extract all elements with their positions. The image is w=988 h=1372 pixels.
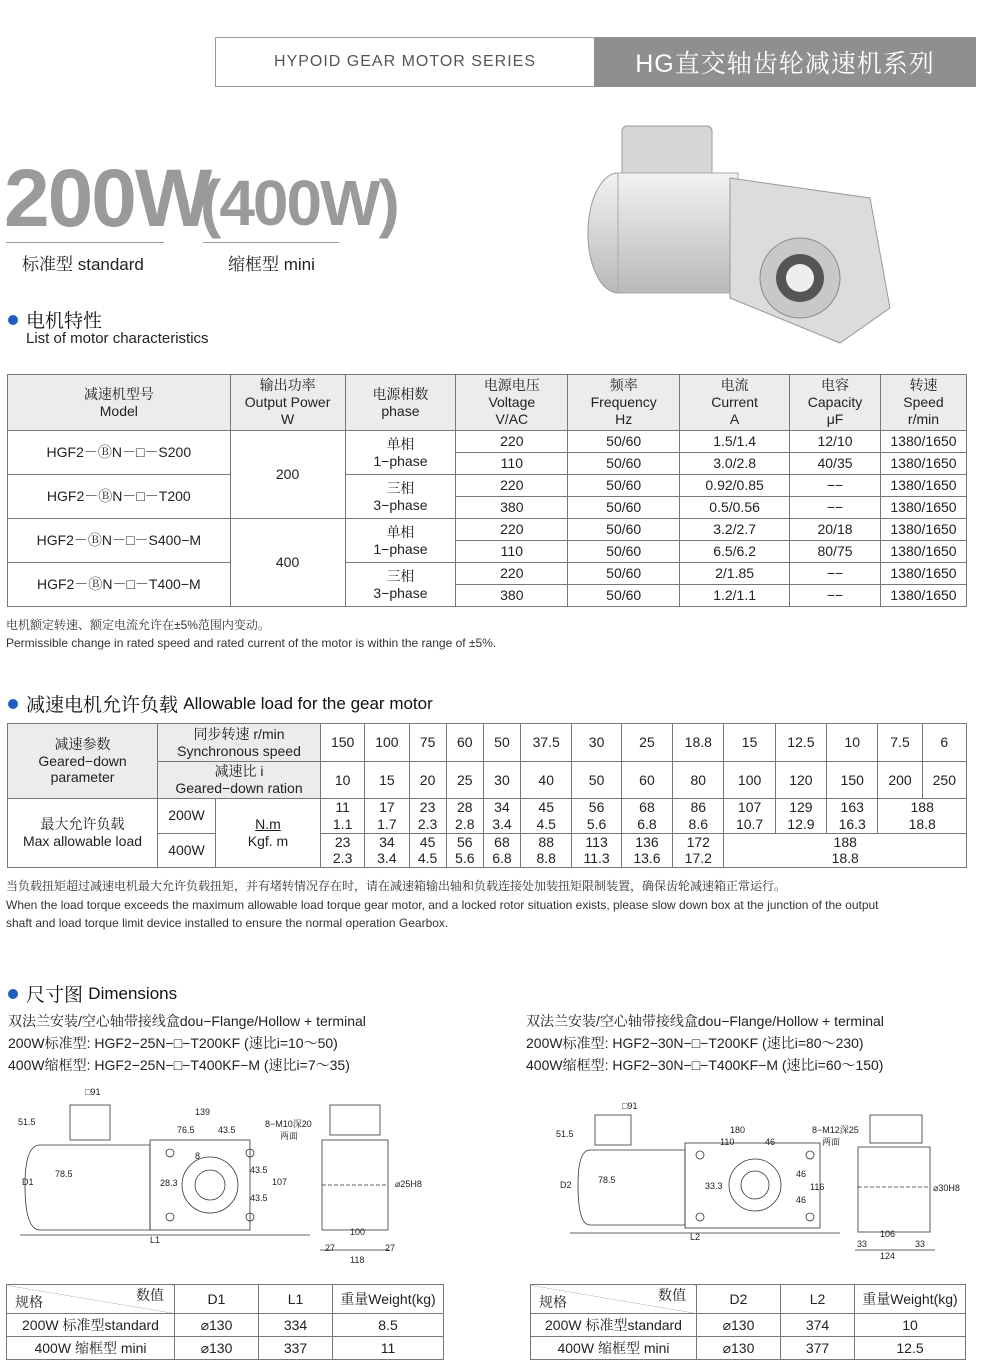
motor-table: 减速机型号 Model 输出功率 Output Power W 电源相数 phase 电源电压 Voltage V/AC 频率 Frequency Hz 电流 Current A 电容 Capacity μF 转速 Speed r/min HGF2－ⒷN－□－S200 200 单相 1−phase 220 50/60 1.5/1.4 12/10 1380/1650 110 50/60 3.0/2.8 40/35 1380/1650 HGF2－ⒷN－□－T200 三相 3−phase 220 50/60 0.92/0.85 −− 1380/1650 380 50/60 0.5/0.56 −− 1380/1650 HGF2－ⒷN－□－S400−M 400 单相 1−phase 220 50/60 3.2/2.7 20/18 1380/1650 110 50/60 6.5/6.2 80/75 1380/1650 HGF2－ⒷN－□－T400−M 三相 3−phase 220 50/60 2/1.85 −− 1380/1650 380 50/60 1.2/1.1 −− 1380/1650 xyxy=(7,374,967,607)
load-table: 减速参数 Geared−down parameter 同步转速 r/min Synchronous speed 150 100 75 60 50 37.5 30 25 18.8 15 12.5 10 7.5 6 减速比 i Geared−down ration 10 15 20 25 30 40 50 60 80 100 120 150 200 250 最大允许负载 Max allowable load 200W N.m Kgf. m 11 1.1 17 1.7 23 2.3 28 2.8 34 3.4 45 4.5 56 5.6 68 6.8 86 8.6 107 10.7 129 12.9 163 16.3 188 18.8 400W 23 2.3 34 3.4 45 4.5 56 5.6 68 6.8 88 8.8 113 11.3 136 13.6 172 17.2 188 18.8 xyxy=(7,723,967,868)
svg-text:27: 27 xyxy=(385,1243,396,1253)
load-note-en1: When the load torque exceeds the maximum allowable load torque gear motor, and a locked rotor situation exists, please slow down box at the junction of the output xyxy=(6,898,879,912)
dims-right-desc: 双法兰安装/空心轴带接线盒dou−Flange/Hollow + terminal 200W标准型: HGF2−30N−□−T200KF (速比i=80～230) 400W缩框型: HGF2−30N−□−T400KF−M (速比i=60～150) xyxy=(526,1013,884,1073)
svg-text:76.5: 76.5 xyxy=(177,1125,195,1135)
dimension-drawing-right xyxy=(550,1095,970,1275)
power-mini: (400W) xyxy=(200,167,398,239)
svg-text:46: 46 xyxy=(796,1169,807,1179)
table-row: 380 50/60 0.5/0.56 −− 1380/1650 xyxy=(8,497,967,519)
svg-text:8: 8 xyxy=(195,1151,201,1161)
table-row: HGF2－ⒷN－□－S200 200 单相 1−phase 220 50/60 1.5/1.4 12/10 1380/1650 xyxy=(8,431,967,453)
svg-text:□91: □91 xyxy=(85,1087,101,1097)
power-standard-label: 标准型 standard xyxy=(22,255,144,274)
svg-text:⌀30H8: ⌀30H8 xyxy=(933,1183,960,1193)
bullet-icon xyxy=(8,699,18,709)
svg-text:51.5: 51.5 xyxy=(556,1129,574,1139)
svg-text:28.3: 28.3 xyxy=(160,1178,178,1188)
svg-text:8−M10深20: 8−M10深20 xyxy=(265,1119,312,1129)
spec-table-left: 规格 数值 D1 L1 重量Weight(kg) 200W 标准型standard ⌀130 334 8.5 400W 缩框型 mini ⌀130 337 11 xyxy=(6,1284,444,1360)
svg-text:33: 33 xyxy=(857,1239,868,1249)
load-note-cn: 当负载扭矩超过减速电机最大允许负载扭矩，并有堵转情况存在时，请在减速箱输出轴和负载连接处加装扭矩限制装置，确保齿轮减速箱正常运行。 xyxy=(6,879,787,893)
motor-section-title: 电机特性 xyxy=(8,306,102,333)
svg-text:110: 110 xyxy=(720,1137,735,1147)
svg-text:D1: D1 xyxy=(22,1177,34,1187)
motor-section-subtitle: List of motor characteristics xyxy=(26,330,209,347)
svg-text:43.5: 43.5 xyxy=(218,1125,236,1135)
motor-note-en: Permissible change in rated speed and rated current of the motor is within the range of ±5%. xyxy=(6,636,497,650)
table-row: HGF2－ⒷN－□－T200 三相 3−phase 220 50/60 0.92/0.85 −− 1380/1650 xyxy=(8,475,967,497)
power-mini-label: 缩框型 mini xyxy=(228,255,315,274)
svg-text:两面: 两面 xyxy=(822,1137,841,1147)
svg-text:46: 46 xyxy=(796,1195,807,1205)
table-row: 110 50/60 6.5/6.2 80/75 1380/1650 xyxy=(8,541,967,563)
load-note-en2: shaft and load torque limit device installed to ensure the normal operation Gearbox. xyxy=(6,916,449,930)
svg-text:78.5: 78.5 xyxy=(598,1175,616,1185)
svg-text:51.5: 51.5 xyxy=(18,1117,36,1127)
svg-text:139: 139 xyxy=(195,1107,211,1117)
svg-text:118: 118 xyxy=(350,1255,365,1265)
dimension-drawing-left xyxy=(10,1085,440,1270)
dims-section-title: 尺寸图 Dimensions xyxy=(8,980,177,1007)
gear-motor-image xyxy=(580,118,910,348)
table-row: 380 50/60 1.2/1.1 −− 1380/1650 xyxy=(8,585,967,607)
load-section-title: 减速电机允许负载 Allowable load for the gear motor xyxy=(8,690,433,717)
svg-text:116: 116 xyxy=(810,1182,825,1192)
svg-text:124: 124 xyxy=(880,1251,896,1261)
table-row: HGF2－ⒷN－□－S400−M 400 单相 1−phase 220 50/60 3.2/2.7 20/18 1380/1650 xyxy=(8,519,967,541)
svg-text:27: 27 xyxy=(325,1243,336,1253)
svg-text:□91: □91 xyxy=(622,1101,638,1111)
svg-text:两面: 两面 xyxy=(280,1131,299,1141)
spec-table-right: 规格 数值 D2 L2 重量Weight(kg) 200W 标准型standard ⌀130 374 10 400W 缩框型 mini ⌀130 377 12.5 xyxy=(530,1284,966,1360)
svg-text:33.3: 33.3 xyxy=(705,1181,723,1191)
bullet-icon xyxy=(8,315,18,325)
series-title-cn: HG直交轴齿轮减速机系列 xyxy=(594,37,976,87)
svg-text:L1: L1 xyxy=(150,1235,161,1245)
svg-text:D2: D2 xyxy=(560,1180,572,1190)
svg-text:⌀25H8: ⌀25H8 xyxy=(395,1179,422,1189)
table-row: HGF2－ⒷN－□－T400−M 三相 3−phase 220 50/60 2/1.85 −− 1380/1650 xyxy=(8,563,967,585)
svg-text:180: 180 xyxy=(730,1125,746,1135)
svg-text:8−M12深25: 8−M12深25 xyxy=(812,1125,859,1135)
motor-note-cn: 电机额定转速、额定电流允许在±5%范围内变动。 xyxy=(6,618,270,632)
table-row: 400W 缩框型 mini ⌀130 337 11 xyxy=(7,1337,444,1360)
bullet-icon xyxy=(8,989,18,999)
power-standard: 200W xyxy=(4,153,211,244)
svg-text:107: 107 xyxy=(272,1177,288,1187)
svg-text:106: 106 xyxy=(880,1229,896,1239)
dims-left-desc: 双法兰安装/空心轴带接线盒dou−Flange/Hollow + terminal 200W标准型: HGF2−25N−□−T200KF (速比i=10～50) 400W缩框型: HGF2−25N−□−T400KF−M (速比i=7～35) xyxy=(8,1013,366,1073)
svg-text:43.5: 43.5 xyxy=(250,1165,268,1175)
table-row: 200W 标准型standard ⌀130 334 8.5 xyxy=(7,1314,444,1337)
series-title-en: HYPOID GEAR MOTOR SERIES xyxy=(215,37,595,87)
svg-text:78.5: 78.5 xyxy=(55,1169,73,1179)
table-row: 200W 标准型standard ⌀130 374 10 xyxy=(531,1314,966,1337)
svg-text:46: 46 xyxy=(765,1137,776,1147)
table-row: 400W 缩框型 mini ⌀130 377 12.5 xyxy=(531,1337,966,1360)
svg-text:33: 33 xyxy=(915,1239,926,1249)
table-row: 110 50/60 3.0/2.8 40/35 1380/1650 xyxy=(8,453,967,475)
svg-text:100: 100 xyxy=(350,1227,366,1237)
svg-text:43.5: 43.5 xyxy=(250,1193,268,1203)
svg-text:L2: L2 xyxy=(690,1232,701,1242)
